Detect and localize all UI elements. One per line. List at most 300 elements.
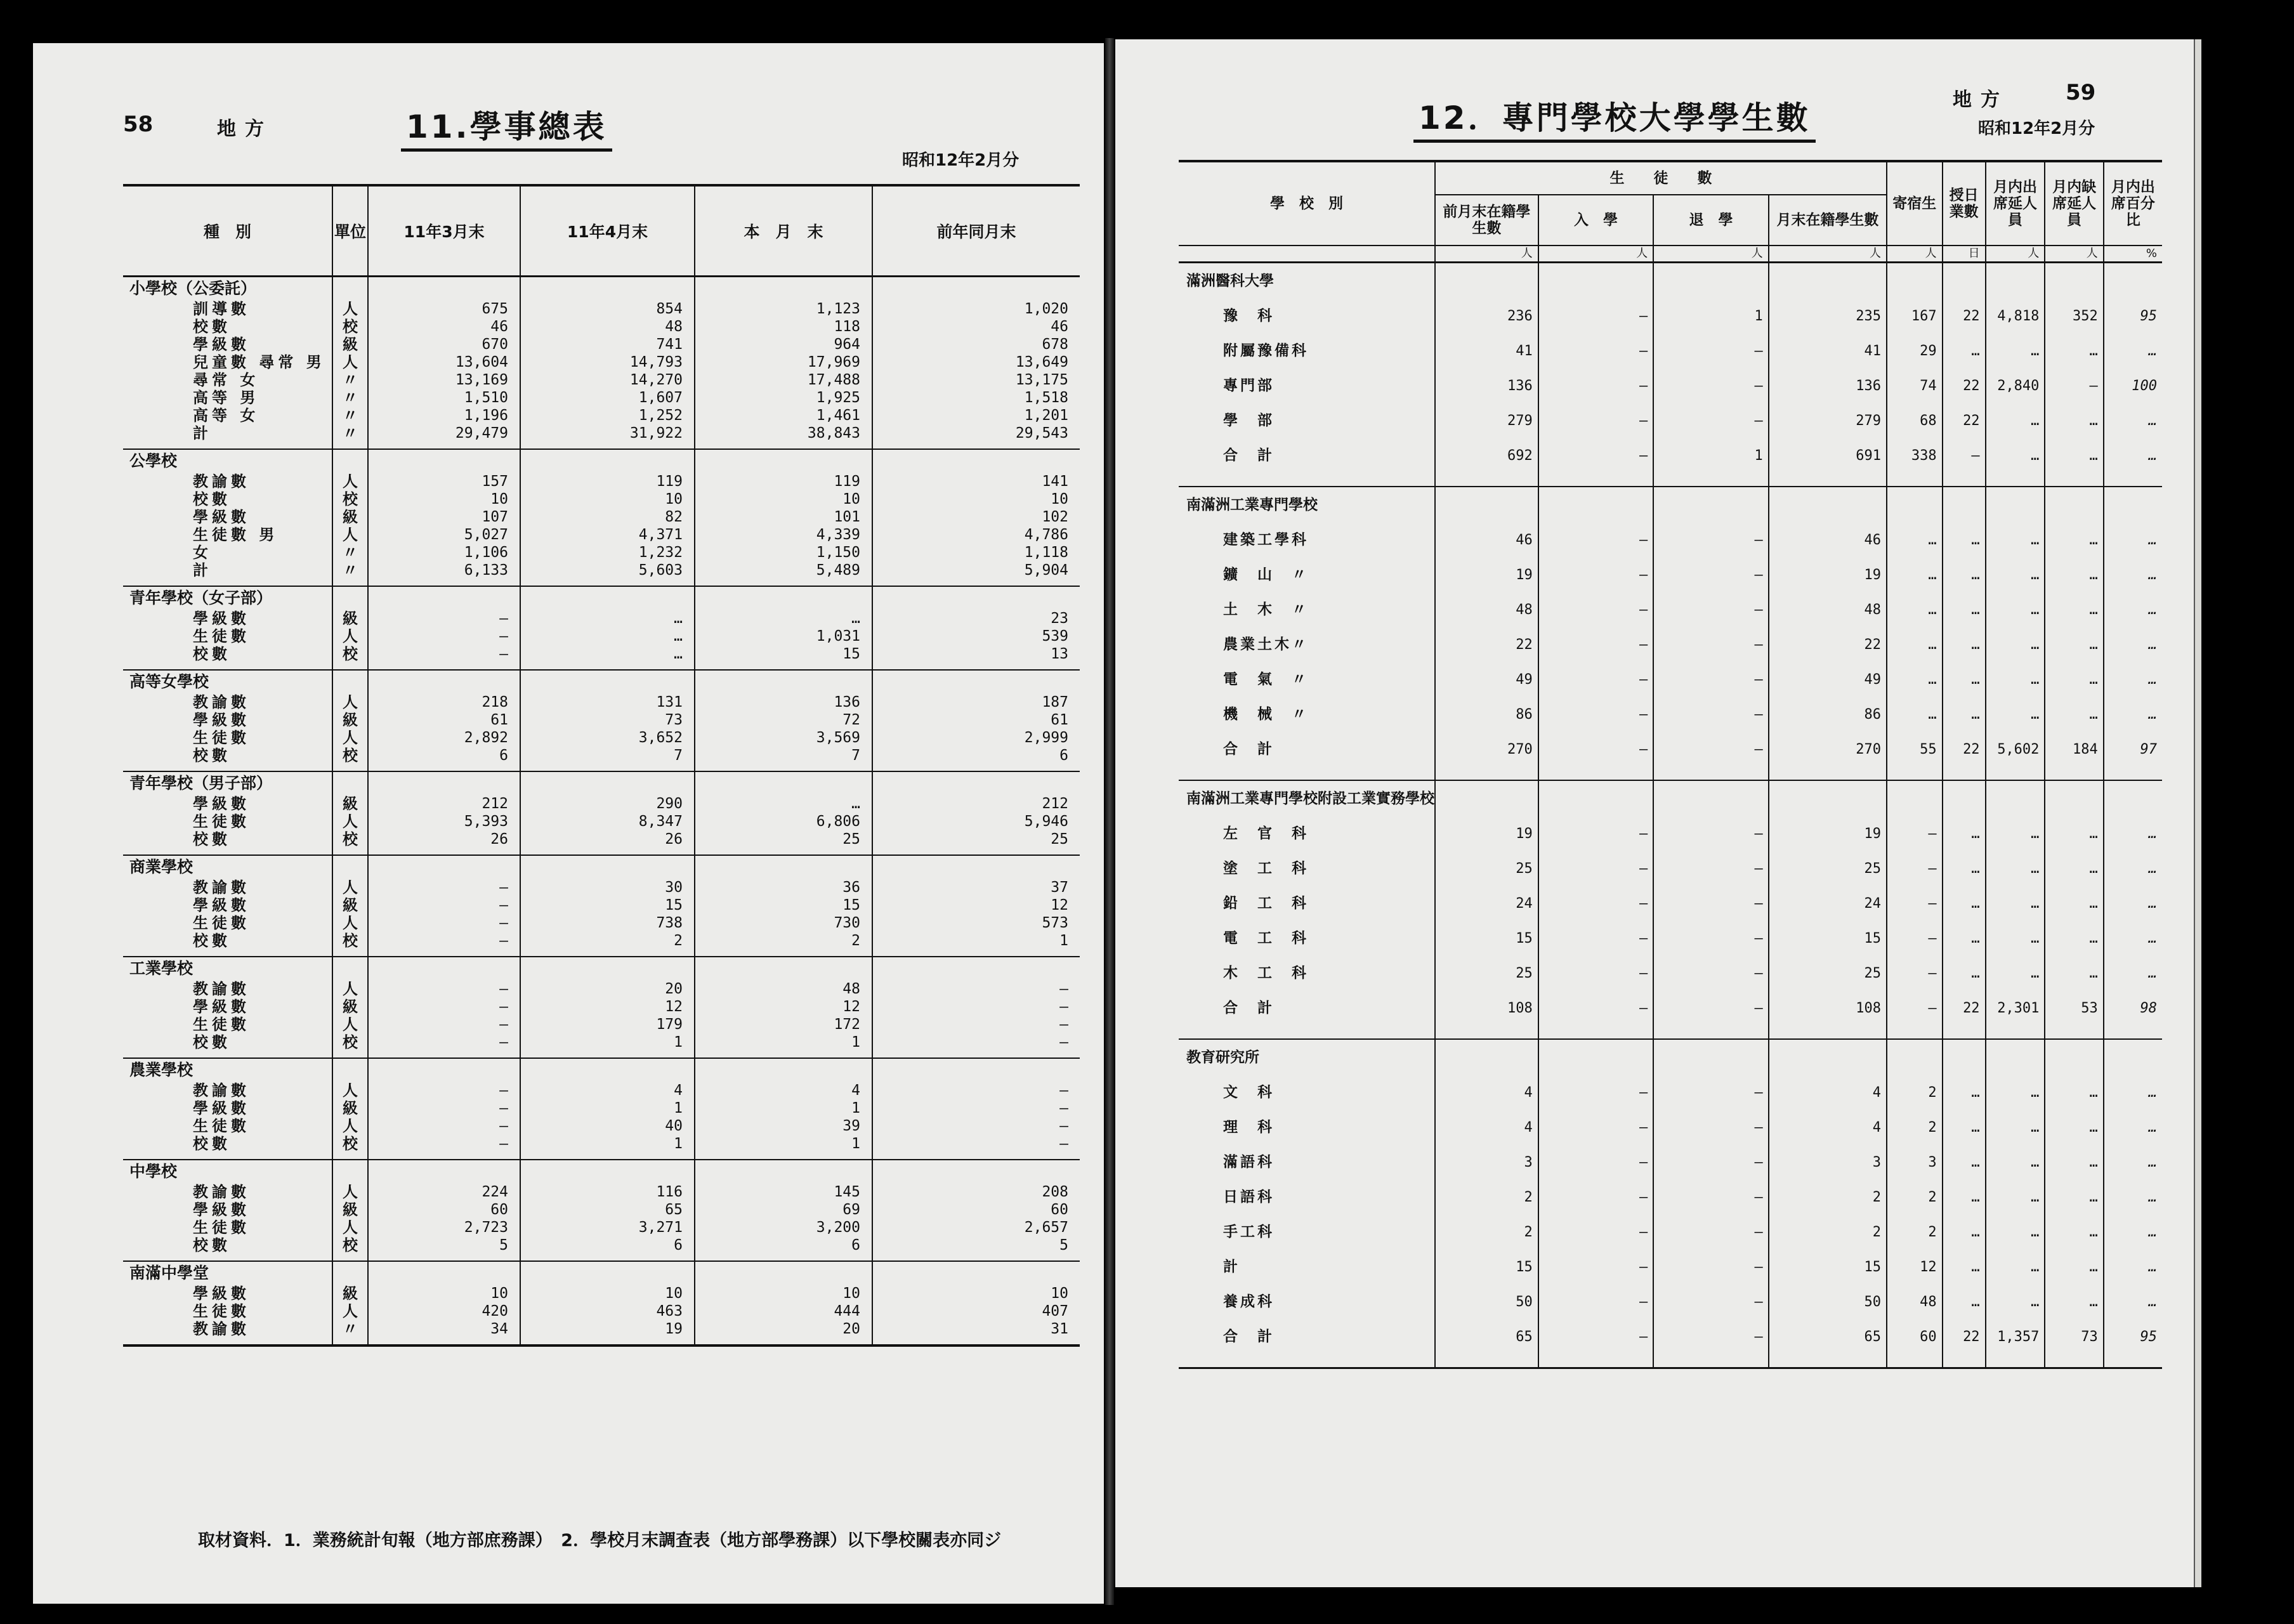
value-cell: … xyxy=(2045,851,2103,886)
row-label: 校數 xyxy=(193,645,231,663)
value-cell: — xyxy=(872,1135,1080,1153)
row-unit: 人 xyxy=(332,693,368,711)
spacer-cell xyxy=(1769,473,1887,487)
table-section xyxy=(1179,1039,2162,1368)
spacer-row xyxy=(123,1153,1080,1160)
empty-cell xyxy=(1769,263,1887,299)
value-cell: 108 xyxy=(1435,991,1538,1026)
value-cell: … xyxy=(1943,523,1986,558)
table-row xyxy=(1179,438,2162,473)
value-cell: 1 xyxy=(695,1033,872,1051)
empty-cell xyxy=(332,449,368,473)
value-cell: … xyxy=(1943,334,1986,369)
spacer-cell xyxy=(1943,473,1986,487)
value-cell: — xyxy=(368,1135,520,1153)
row-label: 訓導數 xyxy=(193,300,250,318)
empty-cell xyxy=(520,277,695,301)
value-cell: … xyxy=(2045,956,2103,991)
value-cell: … xyxy=(1986,438,2045,473)
value-cell: — xyxy=(1653,816,1768,851)
value-cell: — xyxy=(1653,627,1768,662)
row-label: 滿語科 xyxy=(1223,1154,1275,1170)
value-cell: — xyxy=(1653,732,1768,767)
value-cell: 55 xyxy=(1887,732,1943,767)
value-cell: … xyxy=(1986,1180,2045,1215)
value-cell: 420 xyxy=(368,1302,520,1320)
row-label: 校數 xyxy=(193,318,231,336)
section-title: 滿洲醫科大學 xyxy=(1186,273,1274,289)
empty-cell xyxy=(368,670,520,693)
column-header: 前年同月末 xyxy=(872,185,1080,277)
spacer-cell xyxy=(872,1338,1080,1346)
section-title-row xyxy=(123,771,1080,795)
value-cell: — xyxy=(1653,1145,1768,1180)
row-label: 合 計 xyxy=(1223,1000,1275,1016)
value-cell: 15 xyxy=(1769,1250,1887,1285)
row-unit: 校 xyxy=(332,830,368,848)
table-row xyxy=(123,336,1080,353)
value-cell: 6 xyxy=(872,747,1080,764)
empty-cell xyxy=(332,771,368,795)
table-section xyxy=(123,1058,1080,1160)
row-label: 學級數 xyxy=(193,508,250,526)
value-cell: — xyxy=(368,998,520,1016)
table-row xyxy=(1179,886,2162,921)
column-header: 種 別 xyxy=(123,185,332,277)
school-summary-table xyxy=(123,184,1080,1347)
value-cell: 678 xyxy=(872,336,1080,353)
value-cell: … xyxy=(1986,1250,2045,1285)
value-cell: 13,169 xyxy=(368,371,520,389)
value-cell: … xyxy=(2045,1075,2103,1110)
spacer-cell xyxy=(123,1051,332,1058)
empty-cell xyxy=(872,277,1080,301)
empty-cell xyxy=(695,1058,872,1082)
value-cell: 1 xyxy=(695,1099,872,1117)
value-cell: … xyxy=(2104,1075,2162,1110)
value-cell: — xyxy=(1538,956,1653,991)
value-cell: 157 xyxy=(368,473,520,490)
value-cell: — xyxy=(1538,921,1653,956)
value-cell: 5,489 xyxy=(695,561,872,579)
empty-cell xyxy=(1538,1039,1653,1075)
spacer-cell xyxy=(368,1254,520,1261)
value-cell: 108 xyxy=(1769,991,1887,1026)
value-cell: … xyxy=(1943,1285,1986,1320)
value-cell: 82 xyxy=(520,508,695,526)
value-cell: 5,603 xyxy=(520,561,695,579)
spacer-cell xyxy=(695,1051,872,1058)
section-title: 工業學校 xyxy=(129,959,193,978)
value-cell: … xyxy=(1986,627,2045,662)
row-label: 生徒數 男 xyxy=(193,526,279,544)
spacer-cell xyxy=(123,1338,332,1346)
row-label: 教諭數 xyxy=(193,980,250,998)
value-cell: … xyxy=(1887,523,1943,558)
value-cell: … xyxy=(2045,697,2103,732)
spacer-cell xyxy=(1653,473,1768,487)
value-cell: — xyxy=(1653,1250,1768,1285)
value-cell: 48 xyxy=(520,318,695,336)
value-cell: … xyxy=(2045,1180,2103,1215)
spacer-row xyxy=(123,442,1080,449)
spacer-cell xyxy=(368,663,520,670)
section-title-row xyxy=(123,277,1080,301)
value-cell: … xyxy=(1943,1180,1986,1215)
value-cell: 2,657 xyxy=(872,1219,1080,1236)
spacer-cell xyxy=(2104,1354,2162,1368)
value-cell: 65 xyxy=(1769,1320,1887,1354)
page-edge xyxy=(2194,39,2201,1587)
value-cell: 12 xyxy=(872,896,1080,914)
table-row xyxy=(1179,1250,2162,1285)
spacer-cell xyxy=(332,1153,368,1160)
spacer-cell xyxy=(123,579,332,586)
value-cell: … xyxy=(2045,1145,2103,1180)
row-unit: 〃 xyxy=(332,389,368,407)
column-header: 學 校 別 xyxy=(1179,161,1435,246)
spacer-cell xyxy=(123,764,332,771)
unit-row xyxy=(1179,246,2162,263)
row-unit: 人 xyxy=(332,1183,368,1201)
table-section xyxy=(123,957,1080,1058)
row-label: 電 氣 〃 xyxy=(1223,671,1309,688)
value-cell: — xyxy=(1538,697,1653,732)
empty-cell xyxy=(520,586,695,610)
value-cell: 2 xyxy=(1769,1215,1887,1250)
spacer-cell xyxy=(520,848,695,855)
value-cell: 3,569 xyxy=(695,729,872,747)
row-label: 農業土木〃 xyxy=(1223,636,1309,653)
empty-cell xyxy=(1435,780,1538,816)
spacer-cell xyxy=(695,579,872,586)
unit-cell: 日 xyxy=(1943,246,1986,263)
row-label: 高等 女 xyxy=(193,407,259,424)
value-cell: 539 xyxy=(872,627,1080,645)
spacer-cell xyxy=(1887,1354,1943,1368)
value-cell: 352 xyxy=(2045,299,2103,334)
row-unit: 校 xyxy=(332,1135,368,1153)
value-cell: — xyxy=(368,896,520,914)
row-label: 兒童數 尋常 男 xyxy=(193,353,325,371)
column-header: 月末在籍學生數 xyxy=(1769,195,1887,246)
book-gutter xyxy=(1105,38,1114,1605)
unit-cell: 人 xyxy=(1986,246,2045,263)
value-cell: 22 xyxy=(1943,732,1986,767)
section-title: 高等女學校 xyxy=(129,672,209,691)
value-cell: — xyxy=(1653,1320,1768,1354)
empty-cell xyxy=(1986,487,2045,523)
row-unit: 〃 xyxy=(332,544,368,561)
row-label: 合 計 xyxy=(1223,1328,1275,1345)
value-cell: — xyxy=(1887,851,1943,886)
value-cell: 6 xyxy=(368,747,520,764)
column-header: 入 學 xyxy=(1538,195,1653,246)
spacer-cell xyxy=(123,1153,332,1160)
row-label: 教諭數 xyxy=(193,1320,250,1338)
empty-cell xyxy=(1887,1039,1943,1075)
empty-cell xyxy=(520,1160,695,1183)
value-cell: 15 xyxy=(695,896,872,914)
value-cell: 86 xyxy=(1435,697,1538,732)
value-cell: 444 xyxy=(695,1302,872,1320)
empty-cell xyxy=(332,1058,368,1082)
value-cell: 179 xyxy=(520,1016,695,1033)
empty-cell xyxy=(1986,1039,2045,1075)
spacer-cell xyxy=(520,1051,695,1058)
empty-cell xyxy=(368,449,520,473)
empty-cell xyxy=(1887,263,1943,299)
value-cell: 4 xyxy=(1769,1110,1887,1145)
value-cell: 25 xyxy=(872,830,1080,848)
table-row xyxy=(1179,1215,2162,1250)
value-cell: 10 xyxy=(520,490,695,508)
section-title-row xyxy=(123,586,1080,610)
value-cell: 118 xyxy=(695,318,872,336)
spacer-cell xyxy=(332,663,368,670)
value-cell: … xyxy=(1986,403,2045,438)
table-row xyxy=(1179,662,2162,697)
section-title-row xyxy=(123,670,1080,693)
row-label: 生徒數 xyxy=(193,627,250,645)
value-cell: — xyxy=(1653,558,1768,593)
table-row xyxy=(1179,1320,2162,1354)
spacer-cell xyxy=(520,764,695,771)
unit-cell: 人 xyxy=(2045,246,2103,263)
value-cell: — xyxy=(368,610,520,627)
value-cell: … xyxy=(1887,662,1943,697)
value-cell: … xyxy=(520,627,695,645)
unit-cell: 人 xyxy=(1538,246,1653,263)
table-row xyxy=(1179,697,2162,732)
spacer-cell xyxy=(695,848,872,855)
value-cell: 98 xyxy=(2104,991,2162,1026)
value-cell: 25 xyxy=(1435,956,1538,991)
spacer-cell xyxy=(1538,1354,1653,1368)
value-cell: — xyxy=(368,627,520,645)
empty-cell xyxy=(1538,487,1653,523)
spacer-cell xyxy=(1986,767,2045,780)
empty-cell xyxy=(872,771,1080,795)
row-label: 學級數 xyxy=(193,1099,250,1117)
value-cell: … xyxy=(1986,1215,2045,1250)
empty-cell xyxy=(1538,780,1653,816)
value-cell: 5 xyxy=(368,1236,520,1254)
spacer-cell xyxy=(695,663,872,670)
value-cell: — xyxy=(1538,558,1653,593)
row-label: 校數 xyxy=(193,1135,231,1153)
value-cell: … xyxy=(1986,523,2045,558)
value-cell: … xyxy=(1986,956,2045,991)
table-row xyxy=(1179,558,2162,593)
value-cell: 22 xyxy=(1943,1320,1986,1354)
value-cell: 1,123 xyxy=(695,300,872,318)
empty-cell xyxy=(695,1261,872,1285)
row-unit: 級 xyxy=(332,1285,368,1302)
value-cell: 184 xyxy=(2045,732,2103,767)
value-cell: 60 xyxy=(1887,1320,1943,1354)
value-cell: — xyxy=(1887,991,1943,1026)
spacer-cell xyxy=(872,950,1080,957)
value-cell: … xyxy=(1943,816,1986,851)
row-label: 附屬豫備科 xyxy=(1223,343,1309,359)
row-label: 學級數 xyxy=(193,1201,250,1219)
empty-cell xyxy=(1943,487,1986,523)
value-cell: 29 xyxy=(1887,334,1943,369)
value-cell: 100 xyxy=(2104,369,2162,403)
empty-cell xyxy=(520,855,695,879)
table-row xyxy=(123,830,1080,848)
row-label: 理 科 xyxy=(1223,1119,1275,1136)
section-title-row xyxy=(1179,487,2162,523)
table-row xyxy=(123,1201,1080,1219)
table-row xyxy=(123,508,1080,526)
table-section xyxy=(123,670,1080,771)
row-label: 機 械 〃 xyxy=(1223,706,1309,723)
column-header: 11年3月末 xyxy=(368,185,520,277)
table-row xyxy=(123,711,1080,729)
empty-cell xyxy=(2104,263,2162,299)
column-header: 前月末在籍學生數 xyxy=(1435,195,1538,246)
spacer-cell xyxy=(520,1153,695,1160)
row-label: 女 xyxy=(193,544,212,561)
row-unit: 〃 xyxy=(332,424,368,442)
value-cell: 5,946 xyxy=(872,813,1080,830)
value-cell: 2 xyxy=(1887,1110,1943,1145)
value-cell: 6,133 xyxy=(368,561,520,579)
value-cell: 167 xyxy=(1887,299,1943,334)
value-cell: — xyxy=(1538,1180,1653,1215)
row-label: 左 官 科 xyxy=(1223,825,1309,842)
spacer-cell xyxy=(332,764,368,771)
value-cell: 131 xyxy=(520,693,695,711)
spacer-cell xyxy=(1538,1026,1653,1039)
spacer-cell xyxy=(332,1254,368,1261)
empty-cell xyxy=(2045,487,2103,523)
row-label: 校數 xyxy=(193,830,231,848)
value-cell: 235 xyxy=(1769,299,1887,334)
value-cell: 2 xyxy=(1887,1180,1943,1215)
value-cell: 5,904 xyxy=(872,561,1080,579)
value-cell: 36 xyxy=(695,879,872,896)
value-cell: 2 xyxy=(1435,1180,1538,1215)
spacer-row xyxy=(123,663,1080,670)
empty-cell xyxy=(695,855,872,879)
table-row xyxy=(123,1135,1080,1153)
row-unit: 級 xyxy=(332,896,368,914)
value-cell: — xyxy=(1538,662,1653,697)
value-cell: — xyxy=(1538,851,1653,886)
value-cell: 19 xyxy=(1435,816,1538,851)
empty-cell xyxy=(368,957,520,980)
table-row xyxy=(1179,334,2162,369)
value-cell: 41 xyxy=(1769,334,1887,369)
value-cell: … xyxy=(1986,886,2045,921)
empty-cell xyxy=(872,1058,1080,1082)
value-cell: 68 xyxy=(1887,403,1943,438)
row-label: 校數 xyxy=(193,1236,231,1254)
value-cell: 1,031 xyxy=(695,627,872,645)
value-cell: 212 xyxy=(872,795,1080,813)
empty-cell xyxy=(332,670,368,693)
empty-cell xyxy=(2045,1039,2103,1075)
row-label: 學級數 xyxy=(193,610,250,627)
empty-cell xyxy=(1435,1039,1538,1075)
value-cell: … xyxy=(1986,1075,2045,1110)
value-cell: … xyxy=(1943,1215,1986,1250)
value-cell: 1 xyxy=(872,932,1080,950)
spacer-cell xyxy=(368,1338,520,1346)
value-cell: 19 xyxy=(520,1320,695,1338)
value-cell: 2,892 xyxy=(368,729,520,747)
value-cell: 26 xyxy=(368,830,520,848)
value-cell: … xyxy=(695,795,872,813)
row-label: 電 工 科 xyxy=(1223,930,1309,946)
empty-cell xyxy=(1986,780,2045,816)
value-cell: … xyxy=(1887,593,1943,627)
spacer-cell xyxy=(1179,473,1435,487)
row-unit: 人 xyxy=(332,526,368,544)
value-cell: 29,543 xyxy=(872,424,1080,442)
value-cell: 10 xyxy=(368,1285,520,1302)
value-cell: 7 xyxy=(520,747,695,764)
row-unit: 校 xyxy=(332,1033,368,1051)
table-row xyxy=(123,879,1080,896)
value-cell: 102 xyxy=(872,508,1080,526)
value-cell: … xyxy=(1943,921,1986,956)
row-unit: 級 xyxy=(332,1201,368,1219)
right-page xyxy=(1115,39,2194,1587)
value-cell: 86 xyxy=(1769,697,1887,732)
row-label: 建築工學科 xyxy=(1223,532,1309,548)
spacer-cell xyxy=(1435,473,1538,487)
value-cell: … xyxy=(2045,816,2103,851)
section-title: 小學校（公委託） xyxy=(129,279,257,298)
value-cell: … xyxy=(1943,697,1986,732)
spacer-cell xyxy=(1653,1026,1768,1039)
value-cell: … xyxy=(2104,1110,2162,1145)
spacer-cell xyxy=(368,848,520,855)
value-cell: — xyxy=(1653,851,1768,886)
spacer-cell xyxy=(368,579,520,586)
row-label: 生徒數 xyxy=(193,914,250,932)
value-cell: 172 xyxy=(695,1016,872,1033)
spacer-cell xyxy=(520,950,695,957)
empty-cell xyxy=(1986,263,2045,299)
value-cell: … xyxy=(520,610,695,627)
value-cell: 1 xyxy=(520,1135,695,1153)
spacer-cell xyxy=(695,764,872,771)
table-section xyxy=(123,586,1080,670)
empty-cell xyxy=(520,1261,695,1285)
table-section xyxy=(123,1160,1080,1261)
value-cell: … xyxy=(2104,1145,2162,1180)
value-cell: … xyxy=(2104,697,2162,732)
row-label: 學級數 xyxy=(193,1285,250,1302)
spacer-cell xyxy=(1435,1026,1538,1039)
spacer-cell xyxy=(332,950,368,957)
row-unit: 人 xyxy=(332,473,368,490)
value-cell: … xyxy=(1986,334,2045,369)
value-cell: 10 xyxy=(695,490,872,508)
table-row xyxy=(123,693,1080,711)
value-cell: 12 xyxy=(520,998,695,1016)
value-cell: … xyxy=(2045,334,2103,369)
row-label: 校數 xyxy=(193,1033,231,1051)
row-label: 土 木 〃 xyxy=(1223,601,1309,618)
value-cell: — xyxy=(872,1117,1080,1135)
value-cell: 208 xyxy=(872,1183,1080,1201)
